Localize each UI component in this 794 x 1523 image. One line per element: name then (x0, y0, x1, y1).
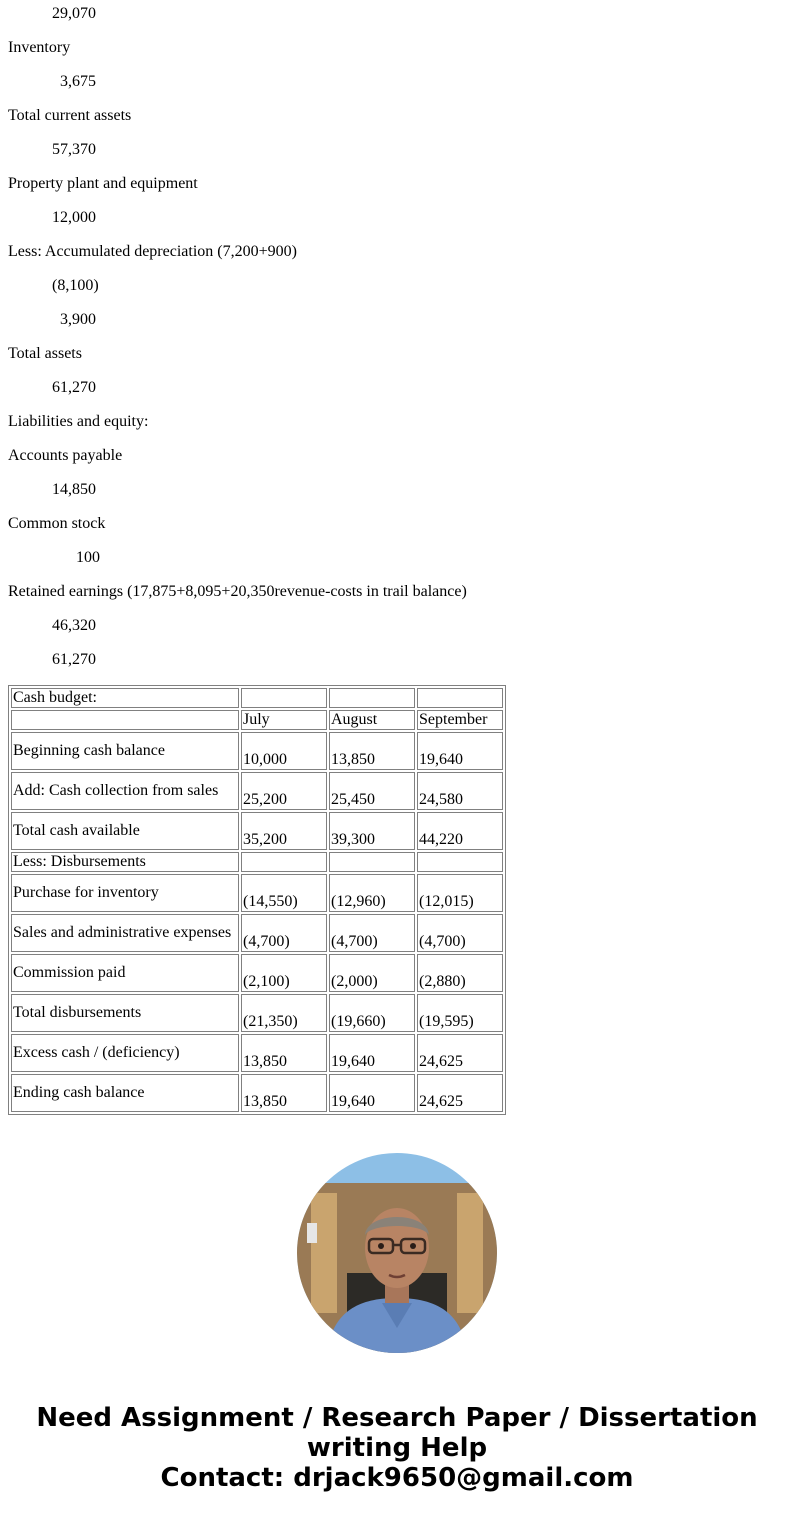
cell-value: 13,850 (241, 1034, 327, 1072)
cell-value: 10,000 (241, 732, 327, 770)
month-header-september: September (417, 710, 503, 730)
cell-value: (4,700) (417, 914, 503, 952)
help-banner-line-2: writing Help (306, 1433, 488, 1463)
cell-value: (12,015) (417, 874, 503, 912)
cell-value: 35,200 (241, 812, 327, 850)
month-header-august: August (329, 710, 415, 730)
table-row (11, 1074, 503, 1112)
line-item-amount: 3,900 (60, 311, 96, 328)
line-item-amount: 61,270 (52, 651, 96, 668)
cell-value: (21,350) (241, 994, 327, 1032)
line-item-label: Property plant and equipment (8, 175, 198, 192)
table-row (11, 1034, 503, 1072)
cell-value: (4,700) (241, 914, 327, 952)
row-label: Purchase for inventory (11, 874, 239, 912)
line-item-amount: 46,320 (52, 617, 96, 634)
cell-value: (2,880) (417, 954, 503, 992)
row-label: Ending cash balance (11, 1074, 239, 1112)
line-item-amount: 100 (76, 549, 100, 566)
table-row (11, 772, 503, 810)
cell-value: 24,625 (417, 1034, 503, 1072)
cell-value: 24,580 (417, 772, 503, 810)
row-label: Less: Disbursements (11, 852, 239, 872)
line-item-label: Total current assets (8, 107, 132, 124)
table-row (11, 812, 503, 850)
empty-cell (329, 688, 415, 708)
table-row (11, 852, 503, 872)
table-row (11, 994, 503, 1032)
line-item-amount: (8,100) (52, 277, 99, 294)
empty-cell (241, 688, 327, 708)
line-item-amount: 29,070 (52, 5, 96, 22)
empty-cell (417, 688, 503, 708)
cell-value (417, 852, 503, 872)
cell-value: 25,450 (329, 772, 415, 810)
row-label: Total disbursements (11, 994, 239, 1032)
cell-value: 19,640 (329, 1034, 415, 1072)
table-row (11, 914, 503, 952)
table-row (11, 954, 503, 992)
table-row (11, 732, 503, 770)
cash-budget-header-row (11, 710, 503, 730)
line-item-amount: 3,675 (60, 73, 96, 90)
cell-value: (19,595) (417, 994, 503, 1032)
line-item-label: Common stock (8, 515, 106, 532)
line-item-amount: 14,850 (52, 481, 96, 498)
cell-value: (2,100) (241, 954, 327, 992)
cell-value (241, 852, 327, 872)
cell-value: (12,960) (329, 874, 415, 912)
cell-value: 13,850 (329, 732, 415, 770)
cell-value: (14,550) (241, 874, 327, 912)
cell-value: 39,300 (329, 812, 415, 850)
table-row (11, 874, 503, 912)
help-banner-line-1: Need Assignment / Research Paper / Dissertation (36, 1403, 758, 1433)
line-item-label: Retained earnings (17,875+8,095+20,350revenue-costs in trail balance) (8, 583, 467, 600)
cell-value: 24,625 (417, 1074, 503, 1112)
month-header-july: July (241, 710, 327, 730)
line-item-label: Total assets (8, 345, 82, 362)
cash-budget-title: Cash budget: (11, 688, 239, 708)
balance-sheet (8, 0, 467, 680)
person-portrait-icon (297, 1153, 497, 1353)
contact-email: Contact: drjack9650@gmail.com (160, 1463, 634, 1493)
line-item-label: Inventory (8, 39, 71, 56)
row-label: Total cash available (11, 812, 239, 850)
line-item-label: Less: Accumulated depreciation (7,200+900) (8, 243, 297, 260)
cell-value: 44,220 (417, 812, 503, 850)
line-item-amount: 57,370 (52, 141, 96, 158)
empty-cell (11, 710, 239, 730)
row-label: Beginning cash balance (11, 732, 239, 770)
cash-budget-table (8, 685, 506, 1115)
cell-value: 19,640 (417, 732, 503, 770)
row-label: Excess cash / (deficiency) (11, 1034, 239, 1072)
cell-value: 19,640 (329, 1074, 415, 1112)
line-item-amount: 61,270 (52, 379, 96, 396)
cell-value: (2,000) (329, 954, 415, 992)
row-label: Commission paid (11, 954, 239, 992)
cell-value: (19,660) (329, 994, 415, 1032)
cell-value (329, 852, 415, 872)
line-item-label: Liabilities and equity: (8, 413, 149, 430)
row-label: Sales and administrative expenses (11, 914, 239, 952)
help-banner (0, 1403, 794, 1493)
cell-value: (4,700) (329, 914, 415, 952)
row-label: Add: Cash collection from sales (11, 772, 239, 810)
line-item-label: Accounts payable (8, 447, 123, 464)
profile-photo (297, 1153, 497, 1353)
line-item-amount: 12,000 (52, 209, 96, 226)
cell-value: 13,850 (241, 1074, 327, 1112)
cash-budget-title-row (11, 688, 503, 708)
cell-value: 25,200 (241, 772, 327, 810)
